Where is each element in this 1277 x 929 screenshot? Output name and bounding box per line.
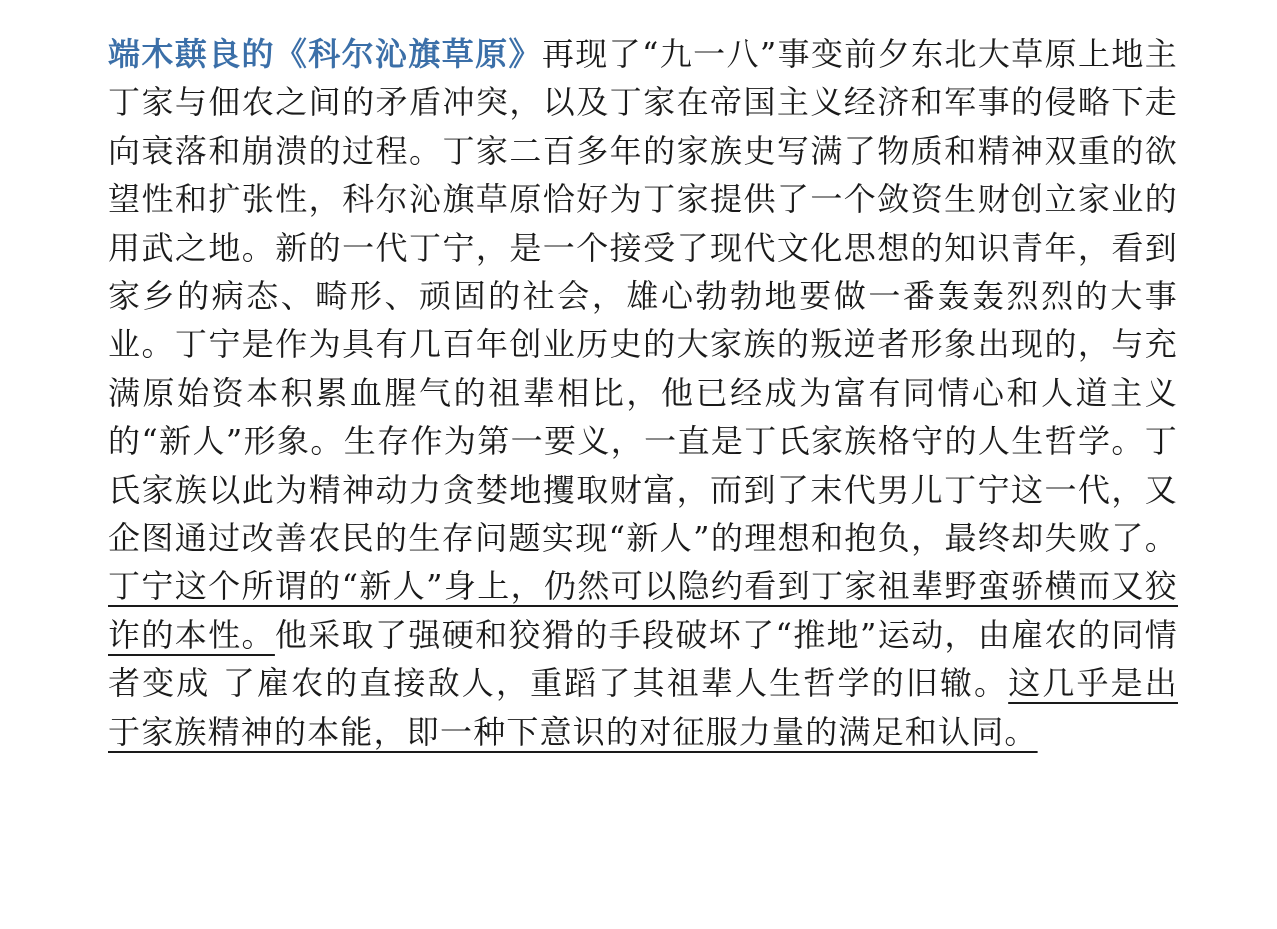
book-title-lead: 端木蕻良的《科尔沁旗草原》 <box>108 35 542 73</box>
essay-paragraph <box>108 30 1178 756</box>
underlined-sentence-1: 丁宁这个所谓的“新人”身上，仍然可以隐约看到丁家祖辈野蛮骄横而又狡诈的本性。 <box>108 567 1178 654</box>
paragraph-text-1: 再现了“九一八”事变前夕东北大草原上地主丁家与佃农之间的矛盾冲突，以及丁家在帝国主义经济和军事的侵略下走向衰落和崩溃的过程。丁家二百多年的家族史写满了物质和精神双重的欲望性和扩张性，科尔沁旗草原恰好为丁家提供了一个敛资生财创立家业的用武之地。新的一代丁宁，是一个接受了现代文化思想的知识青年，看到家乡的病态、畸形、顽固的社会，雄心勃勃地要做一番轰轰烈烈的大事业。丁宁是作为具有几百年创业历史的大家族的叛逆者形象出现的，与充满原始资本积累血腥气的祖辈相比，他已经成为富有同情心和人道主义的“新人”形象。生存作为第一要义，一直是丁氏家族格守的人生哲学。丁氏家族以此为精神动力贪婪地攫取财富，而到了末代男儿丁宁这一代，又企图通过改善农民的生存问题实现“新人”的理想和抱负，最终却失败了。 <box>108 35 1178 558</box>
paragraph-text-2: 他采取了强硬和狡猾的手段破坏了“推地”运动，由雇农的同情者变成 了雇农的直接敌人，重蹈了其祖辈人生哲学的旧辙。 <box>108 615 1178 703</box>
underlined-sentence-2: 这几乎是出于家族精神的本能，即一种下意识的对征服力量的满足和认同。 <box>108 664 1178 751</box>
